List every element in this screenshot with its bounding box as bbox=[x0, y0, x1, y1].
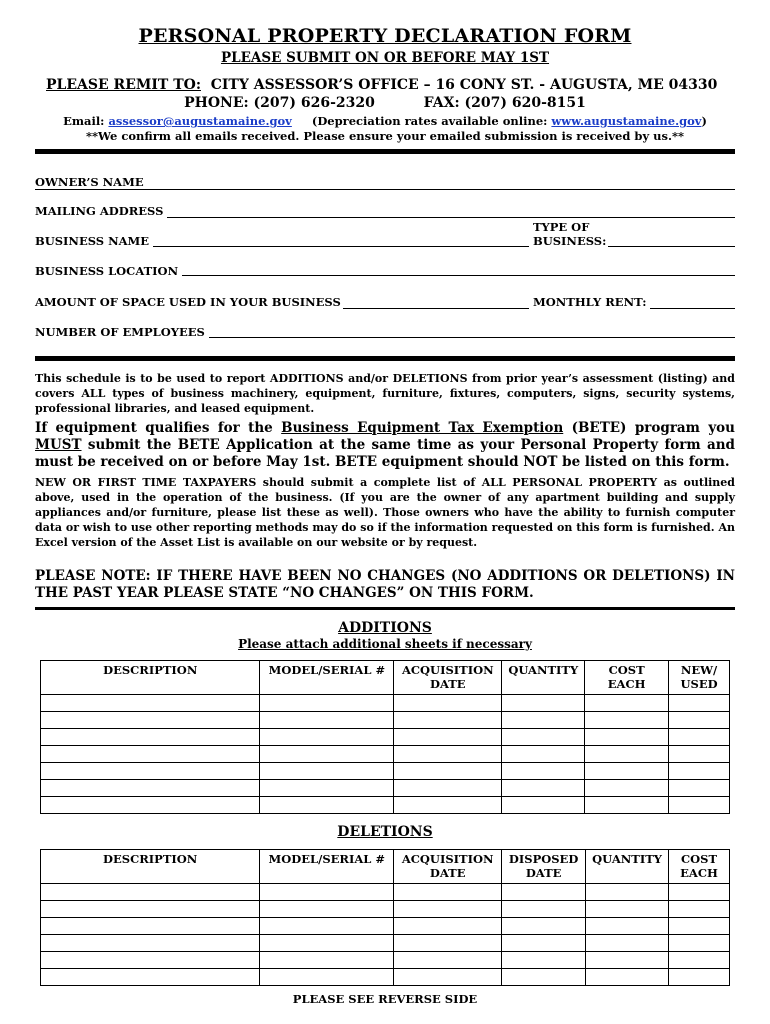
additions-col-acquisition-date: ACQUISITION DATE bbox=[394, 661, 502, 695]
bete-text-c: submit the BETE Application at the same time as your Personal Property form and must be received on or before May 1st. BETE equipment should NOT be listed on this form. bbox=[35, 437, 735, 470]
new-taxpayer-instructions: NEW OR FIRST TIME TAXPAYERS should submit a complete list of ALL PERSONAL PROPERTY as outlined above, used in the operation of the business. (If you are the owner of any apartment building and supply appliances and/or furniture, please list these as well). Those owners who have the ability to furnish computer data or wish to use other reporting methods may do so if the information requested on this form is furnished. An Excel version of the Asset List is available on our website or by request. bbox=[35, 476, 735, 549]
bete-text-b: (BETE) program you bbox=[563, 420, 735, 436]
table-row[interactable] bbox=[41, 969, 730, 986]
fax-number: FAX: (207) 620-8151 bbox=[423, 95, 586, 111]
phone-fax-line bbox=[0, 95, 770, 111]
owners-name-field[interactable] bbox=[35, 189, 735, 190]
table-row[interactable] bbox=[41, 746, 730, 763]
additions-table bbox=[40, 660, 730, 814]
space-used-label: AMOUNT OF SPACE USED IN YOUR BUSINESS bbox=[35, 295, 341, 309]
table-row[interactable] bbox=[41, 729, 730, 746]
depreciation-close: ) bbox=[701, 114, 707, 128]
bete-instructions bbox=[35, 420, 735, 471]
deletions-col-cost-each: COST EACH bbox=[669, 850, 730, 884]
no-changes-note: PLEASE NOTE: IF THERE HAVE BEEN NO CHANGES (NO ADDITIONS OR DELETIONS) IN THE PAST YEAR PLEASE STATE “NO CHANGES” ON THIS FORM. bbox=[35, 568, 735, 601]
email-link[interactable]: assessor@augustamaine.gov bbox=[108, 114, 292, 128]
additions-title: ADDITIONS bbox=[338, 620, 432, 636]
table-row[interactable] bbox=[41, 763, 730, 780]
additions-col-model-serial: MODEL/SERIAL # bbox=[260, 661, 394, 695]
bete-program-name: Business Equipment Tax Exemption bbox=[281, 420, 564, 436]
reverse-side-note: PLEASE SEE REVERSE SIDE bbox=[292, 992, 478, 1006]
employees-label: NUMBER OF EMPLOYEES bbox=[35, 325, 209, 339]
additions-col-new-used: NEW/ USED bbox=[669, 661, 730, 695]
table-row[interactable] bbox=[41, 901, 730, 918]
deletions-title: DELETIONS bbox=[337, 824, 433, 840]
form-title: PERSONAL PROPERTY DECLARATION FORM bbox=[138, 25, 632, 47]
depreciation-text: (Depreciation rates available online: bbox=[311, 114, 552, 128]
email-line bbox=[0, 114, 770, 128]
email-confirm-note: **We confirm all emails received. Please ensure your emailed submission is received by us.** bbox=[86, 129, 684, 143]
table-row[interactable] bbox=[41, 695, 730, 712]
type-of-label: TYPE OF bbox=[533, 220, 590, 234]
deletions-col-model-serial: MODEL/SERIAL # bbox=[260, 850, 394, 884]
deletions-header-row bbox=[41, 850, 730, 884]
business-name-label: BUSINESS NAME bbox=[35, 234, 153, 248]
table-row[interactable] bbox=[41, 952, 730, 969]
business-location-label: BUSINESS LOCATION bbox=[35, 264, 182, 278]
deletions-table bbox=[40, 849, 730, 986]
monthly-rent-label: MONTHLY RENT: bbox=[533, 295, 650, 309]
table-row[interactable] bbox=[41, 918, 730, 935]
remit-line bbox=[46, 77, 717, 93]
remit-address: CITY ASSESSOR’S OFFICE – 16 CONY ST. - AUGUSTA, ME 04330 bbox=[210, 77, 718, 93]
additions-col-quantity: QUANTITY bbox=[502, 661, 585, 695]
submit-deadline: PLEASE SUBMIT ON OR BEFORE MAY 1ST bbox=[220, 50, 550, 66]
additions-attach-note: Please attach additional sheets if necessary bbox=[238, 637, 532, 651]
bete-text-a: If equipment qualifies for the bbox=[35, 420, 282, 436]
deletions-col-description: DESCRIPTION bbox=[41, 850, 260, 884]
mailing-address-label: MAILING ADDRESS bbox=[35, 204, 167, 218]
table-row[interactable] bbox=[41, 935, 730, 952]
bete-must: MUST bbox=[35, 437, 82, 453]
deletions-col-quantity: QUANTITY bbox=[586, 850, 669, 884]
table-row[interactable] bbox=[41, 884, 730, 901]
table-row[interactable] bbox=[41, 780, 730, 797]
table-row[interactable] bbox=[41, 712, 730, 729]
table-row[interactable] bbox=[41, 797, 730, 814]
phone-number: PHONE: (207) 626-2320 bbox=[184, 95, 375, 111]
additions-col-cost-each: COST EACH bbox=[585, 661, 669, 695]
schedule-instructions: This schedule is to be used to report ADDITIONS and/or DELETIONS from prior year’s assessment (listing) and covers ALL types of business machinery, equipment, furniture, fixtures, computers, signs, security systems, professional libraries, and leased equipment. bbox=[35, 372, 735, 415]
fields-divider bbox=[35, 356, 735, 361]
remit-label: PLEASE REMIT TO: bbox=[46, 77, 201, 93]
owners-name-label: OWNER’S NAME bbox=[35, 175, 148, 189]
deletions-col-acquisition-date: ACQUISITION DATE bbox=[394, 850, 502, 884]
website-link[interactable]: www.augustamaine.gov bbox=[551, 114, 702, 128]
header-divider bbox=[35, 149, 735, 154]
business-type-label: BUSINESS: bbox=[533, 234, 607, 248]
deletions-col-disposed-date: DISPOSED DATE bbox=[502, 850, 586, 884]
email-label: Email: bbox=[63, 114, 109, 128]
additions-header-row bbox=[41, 661, 730, 695]
note-divider bbox=[35, 607, 735, 610]
additions-col-description: DESCRIPTION bbox=[41, 661, 260, 695]
